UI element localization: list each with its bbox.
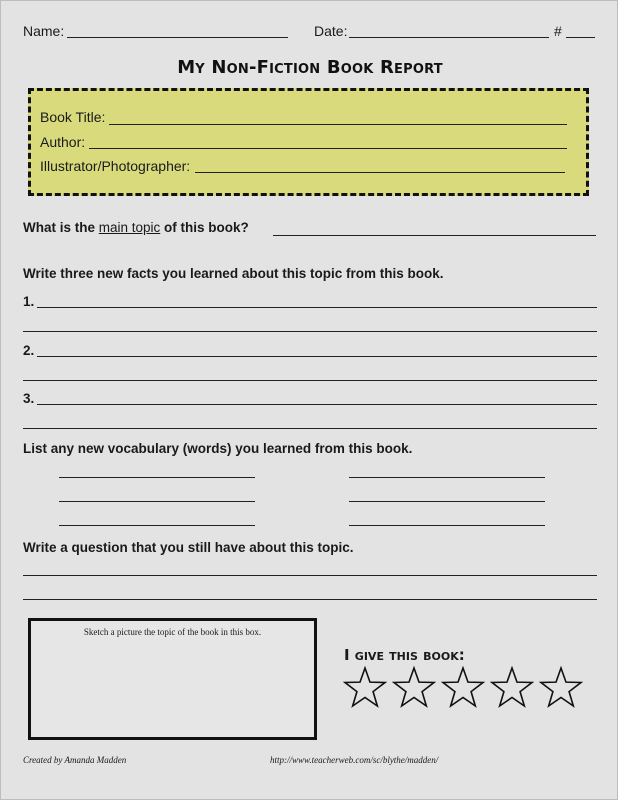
star-outline-icon[interactable] bbox=[343, 665, 387, 709]
star-outline-icon[interactable] bbox=[490, 665, 534, 709]
fact-3-line-1[interactable] bbox=[37, 404, 597, 405]
fact-2-line-2[interactable] bbox=[23, 380, 597, 381]
vocab-line-4[interactable] bbox=[349, 501, 545, 502]
number-label: # bbox=[554, 23, 562, 39]
illustrator-field[interactable] bbox=[195, 172, 565, 173]
fact-number-2: 2. bbox=[23, 343, 35, 358]
vocab-line-6[interactable] bbox=[349, 525, 545, 526]
question-line-2[interactable] bbox=[23, 599, 597, 600]
footer-url: http://www.teacherweb.com/sc/blythe/madden/ bbox=[270, 755, 439, 765]
facts-prompt: Write three new facts you learned about this topic from this book. bbox=[23, 266, 444, 281]
fact-3-line-2[interactable] bbox=[23, 428, 597, 429]
name-field[interactable] bbox=[67, 37, 288, 38]
main-topic-emphasis: main topic bbox=[98, 220, 161, 235]
date-field[interactable] bbox=[349, 37, 549, 38]
fact-2-line-1[interactable] bbox=[37, 356, 597, 357]
vocab-line-2[interactable] bbox=[349, 477, 545, 478]
fact-1-line-2[interactable] bbox=[23, 331, 597, 332]
vocab-line-1[interactable] bbox=[59, 477, 255, 478]
star-outline-icon[interactable] bbox=[392, 665, 436, 709]
book-info-box bbox=[28, 88, 589, 196]
fact-number-3: 3. bbox=[23, 391, 35, 406]
star-outline-icon[interactable] bbox=[441, 665, 485, 709]
vocab-line-5[interactable] bbox=[59, 525, 255, 526]
vocab-prompt: List any new vocabulary (words) you learned from this book. bbox=[23, 441, 413, 456]
sketch-box[interactable] bbox=[28, 618, 317, 740]
vocab-line-3[interactable] bbox=[59, 501, 255, 502]
author-label: Author: bbox=[40, 134, 86, 150]
book-title-label: Book Title: bbox=[40, 109, 106, 125]
date-label: Date: bbox=[314, 23, 348, 39]
number-field[interactable] bbox=[566, 37, 595, 38]
illustrator-label: Illustrator/Photographer: bbox=[40, 158, 191, 174]
star-outline-icon[interactable] bbox=[539, 665, 583, 709]
main-topic-question bbox=[23, 220, 249, 235]
question-prompt: Write a question that you still have about this topic. bbox=[23, 540, 354, 555]
sketch-prompt: Sketch a picture the topic of the book in this box. bbox=[83, 627, 262, 637]
author-field[interactable] bbox=[89, 148, 567, 149]
footer-credit: Created by Amanda Madden bbox=[23, 755, 127, 765]
question-line-1[interactable] bbox=[23, 575, 597, 576]
main-topic-suffix: of this book? bbox=[160, 220, 249, 235]
book-title-field[interactable] bbox=[109, 124, 567, 125]
fact-number-1: 1. bbox=[23, 294, 35, 309]
rating-label: I give this book: bbox=[344, 646, 465, 664]
name-label: Name: bbox=[23, 23, 65, 39]
main-topic-field[interactable] bbox=[273, 235, 596, 236]
fact-1-line-1[interactable] bbox=[37, 307, 597, 308]
page-title: My Non-Fiction Book Report bbox=[177, 57, 443, 78]
main-topic-prefix: What is the bbox=[23, 220, 99, 235]
